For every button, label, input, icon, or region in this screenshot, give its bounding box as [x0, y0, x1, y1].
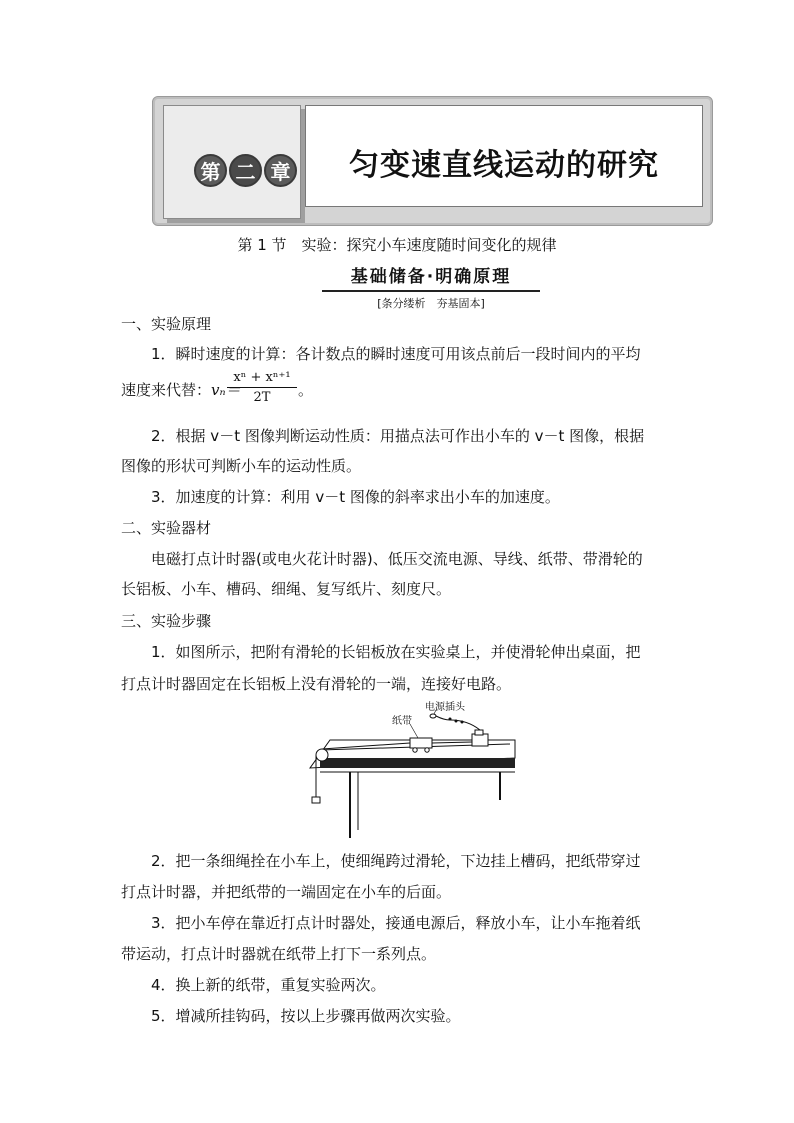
part2-line1: 电磁打点计时器(或电火花计时器)、低压交流电源、导线、纸带、带滑轮的 [151, 550, 643, 568]
part1-item3-line1: 3．加速度的计算：利用 v－t 图像的斜率求出小车的加速度。 [151, 488, 560, 506]
part1-item1-line2 [121, 380, 681, 400]
part3-step2-line2: 打点计时器，并把纸带的一端固定在小车的后面。 [121, 883, 452, 901]
part3-step3-line1: 3．把小车停在靠近打点计时器处，接通电源后，释放小车，让小车拖着纸 [151, 914, 641, 932]
part1-item1-line1: 1．瞬时速度的计算：各计数点的瞬时速度可用该点前后一段时间内的平均 [151, 345, 641, 363]
chapter-badge-char: 第 [194, 154, 227, 187]
sub-banner-tag: [条分缕析 夯基固本] [377, 297, 485, 310]
chapter-number-badge [194, 154, 297, 188]
chapter-banner [152, 96, 713, 226]
part3-step1-line2: 打点计时器固定在长铝板上没有滑轮的一端，连接好电路。 [121, 675, 512, 693]
part3-heading: 三、实验步骤 [121, 612, 212, 630]
velocity-formula-fraction [227, 370, 297, 405]
apparatus-figure [300, 700, 520, 840]
part3-step1-line1: 1．如图所示，把附有滑轮的长铝板放在实验桌上，并使滑轮伸出桌面，把 [151, 643, 641, 661]
part2-heading: 二、实验器材 [121, 519, 212, 537]
chapter-badge-char: 章 [264, 154, 297, 187]
item1-prefix: 速度来代替： [121, 381, 212, 399]
chapter-title-panel [305, 105, 703, 207]
formula-end: 。 [298, 381, 314, 399]
formula-numerator: xⁿ + xⁿ⁺¹ [227, 370, 297, 388]
sub-banner-title: 基础储备·明确原理 [322, 262, 540, 292]
part3-step2-line1: 2．把一条细绳拴在小车上，使细绳跨过滑轮，下边挂上槽码，把纸带穿过 [151, 852, 641, 870]
chapter-badge-panel [163, 105, 301, 219]
sub-banner [322, 262, 540, 311]
formula-denominator: 2T [253, 390, 271, 405]
part2-line2: 长铝板、小车、槽码、细绳、复写纸片、刻度尺。 [121, 580, 452, 598]
part3-step4: 4．换上新的纸带，重复实验两次。 [151, 976, 386, 994]
part3-step3-line2: 带运动，打点计时器就在纸带上打下一系列点。 [121, 945, 437, 963]
chapter-title: 匀变速直线运动的研究 [349, 148, 659, 183]
part1-item2-line1: 2．根据 v－t 图像判断运动性质：用描点法可作出小车的 v－t 图像，根据 [151, 427, 645, 445]
chapter-badge-char: 二 [229, 154, 262, 187]
formula-lhs: vₙ＝ [211, 381, 241, 399]
label-paper-tape: 纸带 [392, 716, 412, 727]
label-power-plug: 电源插头 [425, 702, 465, 713]
part1-heading: 一、实验原理 [121, 315, 212, 333]
part1-item2-line2: 图像的形状可判断小车的运动性质。 [121, 457, 362, 475]
part3-step5: 5．增减所挂钩码，按以上步骤再做两次实验。 [151, 1007, 461, 1025]
section-title: 第 1 节 实验：探究小车速度随时间变化的规律 [237, 236, 557, 254]
